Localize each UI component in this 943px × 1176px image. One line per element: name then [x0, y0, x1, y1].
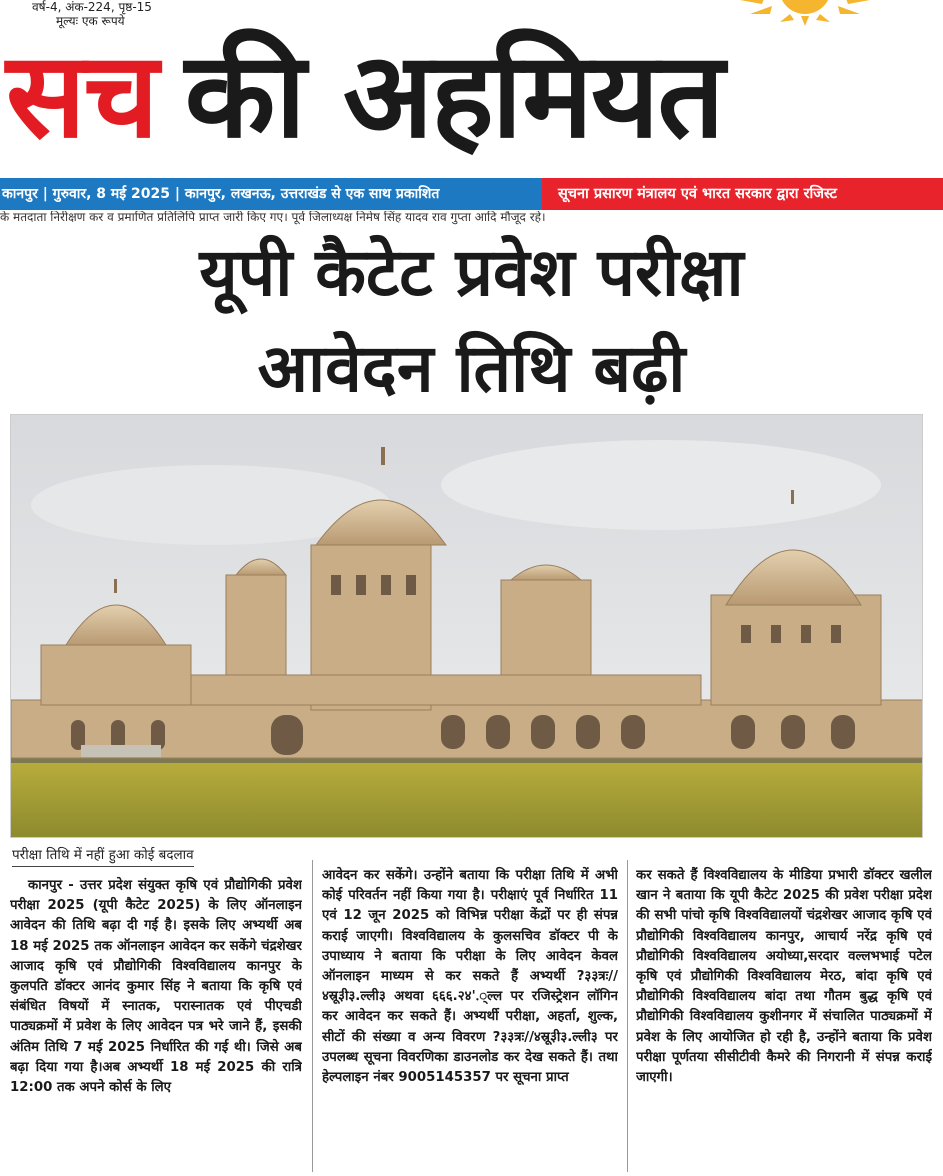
column-divider — [312, 860, 313, 1172]
headline-line-1: यूपी कैटेट प्रवेश परीक्षा — [199, 234, 744, 311]
issue-line: वर्ष-4, अंक-224, पृष्ठ-15 — [32, 0, 152, 14]
photo-caption: परीक्षा तिथि में नहीं हुआ कोई बदलाव — [12, 846, 194, 867]
column-divider — [627, 860, 628, 1172]
article-column-1: कानपुर - उत्तर प्रदेश संयुक्त कृषि एवं प्रौद्योगिकी प्रवेश परीक्षा 2025 (यूपी कैटेट 2025) के लिए ऑनलाइन आवेदन की तिथि बढ़ा दी गई है। इसके लिए अभ्यर्थी अब 18 मई 2025 तक ऑनलाइन आवेदन कर सकेंगे चंद्रशेखर आजाद कृषि एवं प्रौद्योगिकी विश्वविद्यालय कानपुर के कुलपति डॉक्टर आनंद कुमार सिंह ने बताया कि कृषि एवं संबंधित विषयों में स्नातक, परास्नातक एवं पीएचडी पाठ्यक्रमों में प्रवेश के लिए आवेदन पत्र भरे जाने हैं, इसकी अंतिम तिथि 7 मई 2025 निर्धारित की गई थी। जिसे अब बढ़ा दिया गया है।अब अभ्यर्थी 18 मई 2025 की रात्रि 12:00 तक अपने कोर्स के लिए — [10, 878, 302, 1096]
brand-word-red: सच — [6, 26, 157, 164]
building-illustration — [11, 415, 923, 838]
newspaper-brand — [6, 26, 723, 164]
brand-word-black: की अहमियत — [184, 26, 723, 164]
university-building-photo — [10, 414, 923, 838]
headline — [0, 228, 943, 414]
cut-off-text-line: के मतदाता निरीक्षण कर व प्रमाणित प्रतिलिपि प्राप्त जारी किए गए। पूर्व जिलाध्यक्ष निमेष सिंह यादव राव गुप्ता आदि मौजूद रहे। — [0, 211, 546, 224]
article-column-2: आवेदन कर सकेंगे। उन्होंने बताया कि परीक्षा तिथि में अभी कोई परिवर्तन नहीं किया गया है। परीक्षाएं पूर्व निर्धारित 11 एवं 12 जून 2025 को विभिन्न परीक्षा केंद्रों पर ही संपन्न कराई जाएगी। विश्वविद्यालय के कुलसचिव डॉक्टर पी के उपाध्याय ने बताया कि परीक्षा के लिए आवेदन केवल ऑनलाइन माध्यम से कर सकते हैं अभ्यर्थी ?३३त्रः//४स्रू३ी३.ल्ली३ अथवा ६६६.२४'.्ल्ल पर रजिस्ट्रेशन लॉगिन कर आवेदन कर सकते हैं। अभ्यर्थी परीक्षा, अहर्ता, शुल्क, सीटों की संख्या व अन्य विवरण ?३३त्रः//४स्रू३ी३.ल्ली३ पर उपलब्ध सूचना विवरणिका डाउनलोड कर देख सकते हैं। तथा हेल्पलाइन नंबर 9005145357 पर सूचना प्राप्त — [322, 868, 618, 1086]
dateline: कानपुर | गुरुवार, 8 मई 2025 | कानपुर, लखनऊ, उत्तराखंड से एक साथ प्रकाशित — [0, 178, 542, 210]
headline-line-2: आवेदन तिथि बढ़ी — [257, 330, 686, 407]
registration-notice: सूचना प्रसारण मंत्रालय एवं भारत सरकार द्वारा रजिस्ट — [542, 178, 943, 210]
masthead — [0, 0, 943, 180]
price-line: मूल्यः एक रूपये — [56, 14, 125, 28]
info-bar — [0, 178, 943, 210]
sun-logo-icon — [730, 0, 880, 28]
article-column-3: कर सकते हैं विश्वविद्यालय के मीडिया प्रभारी डॉक्टर खलील खान ने बताया कि यूपी कैटेट 2025 की प्रवेश परीक्षा प्रदेश की सभी पांचो कृषि विश्वविद्यालयों चंद्रशेखर आजाद कृषि एवं प्रौद्योगिकी विश्वविद्यालय कानपुर, आचार्य नरेंद्र कृषि एवं प्रौद्योगिकी विश्वविद्यालय अयोध्या,सरदार वल्लभभाई पटेल कृषि एवं प्रौद्योगिकी विश्वविद्यालय मेरठ, बांदा कृषि एवं प्रौद्योगिकी विश्वविद्यालय बांदा तथा गौतम बुद्ध कृषि एवं प्रौद्योगिकी विश्वविद्यालय कुशीनगर में संचालित पाठ्यक्रमों में प्रवेश के लिए आयोजित हो रही है, उन्होंने बताया कि प्रवेश परीक्षा पूर्णतया सीसीटीवी कैमरे की निगरानी में संपन्न कराई जाएगी। — [636, 868, 932, 1086]
